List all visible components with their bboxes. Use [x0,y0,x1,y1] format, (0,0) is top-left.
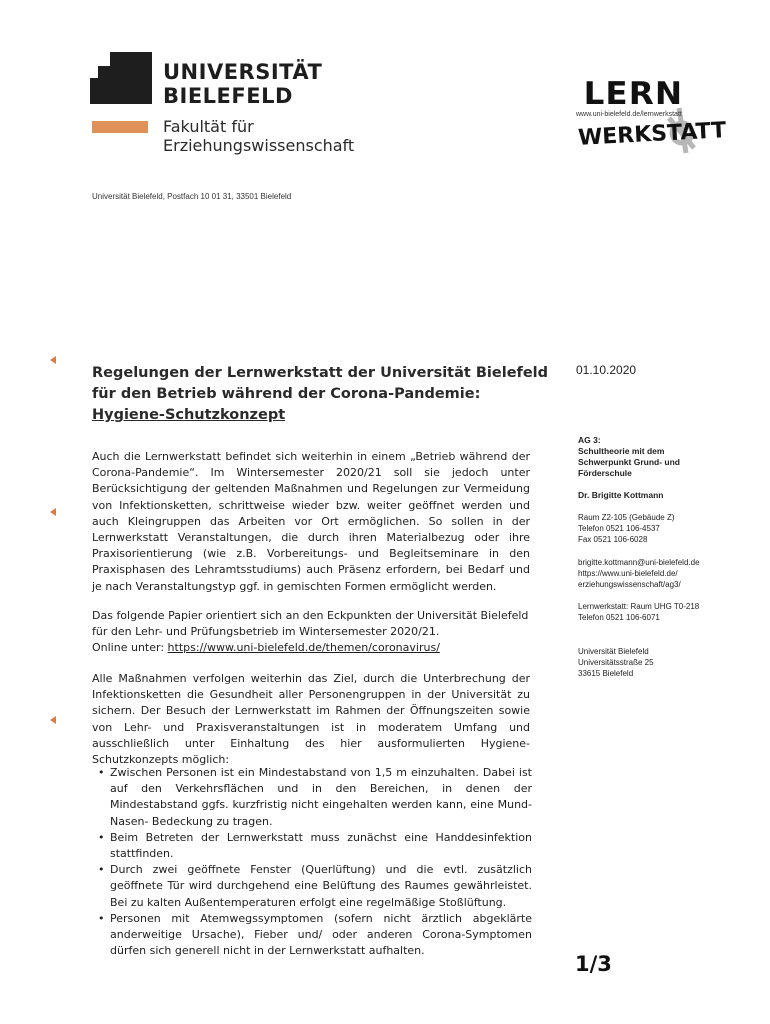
contact-web-line2[interactable]: erziehungswissenschaft/ag3/ [578,580,681,589]
ag-label: AG 3: [578,435,601,445]
faculty-name-line1: Fakultät für [163,117,254,136]
body-paragraph-intro: Auch die Lernwerkstatt befindet sich weiterhin in einem „Betrieb während der Corona-Pandemie“. Im Wintersemester 2020/21 soll sie jedoch unter Berücksichtigung der geltenden Maßnahmen und Regelungen zur Vermeidung von Infektionsketten, schrittweise wieder bzw. weiter geöffnet werden und auch Kleingruppen das Arbeiten vor Ort ermöglichen. So sollen in der Lernwerkstatt Veranstaltungen, die durch ihren Materialbezug oder ihre Praxisorientierung (wie z.B. Vorbereitungs- und Begleitseminare in den Praxisphasen des Lehramtsstudiums) auch Präsenz erfordern, bei Bedarf und je nach Veranstaltungstyp ggf. in gemischten Formen ermöglicht werden. [92,450,530,593]
contact-room: Raum Z2-105 (Gebäude Z) [578,513,675,522]
ag-name-line3: Förderschule [578,468,632,478]
ag-name-line2: Schwerpunkt Grund- und [578,457,680,467]
lernwerkstatt-logo-url: www.uni-bielefeld.de/lernwerkstatt [576,111,682,118]
contact-phone: Telefon 0521 106-4537 [578,524,660,533]
body-paragraph-goals: Alle Maßnahmen verfolgen weiterhin das Ziel, durch die Unterbrechung der Infektionsketten die Gesundheit aller Personengruppen in der Universität zu sichern. Der Besuch der Lernwerkstatt im Rahmen der Öffnungszeiten sowie von Lehr- und Praxisveranstaltungen ist in moderatem Umfang und ausschließlich unter Einhaltung des hier ausformulierten Hygiene-Schutzkonzepts möglich: [92,672,530,767]
lernwerkstatt-phone: Telefon 0521 106-6071 [578,613,660,622]
fold-mark-top [50,356,56,364]
list-item: • Personen mit Atemwegssymptomen (sofern nicht ärztlich abgeklärte anderweitige Ursache), Fieber und/ oder anderen Corona-Symptomen dürfen sich generell nicht in der Lernwerkstatt aufhalten. [92,911,532,960]
coronavirus-info-link[interactable]: https://www.uni-bielefeld.de/themen/coronavirus/ [167,641,440,655]
postal-address-line1: Universität Bielefeld [578,647,649,656]
lernwerkstatt-room: Lernwerkstatt: Raum UHG T0-218 [578,602,700,611]
hygiene-rules-list [92,765,532,959]
document-title-line3: Hygiene-Schutzkonzept [92,407,286,423]
document-title-line2: für den Betrieb während der Corona-Pandemie: [92,386,481,402]
list-item: • Durch zwei geöffnete Fenster (Querlüftung) und die evtl. zusätzlich geöffnete Tür wird durchgehend eine Belüftung des Raumes gewährleistet. Bei zu kalten Außentemperaturen erfolgt eine regelmäßige Stoßlüftung. [92,862,532,911]
list-item: • Beim Betreten der Lernwerkstatt muss zunächst eine Handdesinfektion stattfinden. [92,830,532,862]
list-item: • Zwischen Personen ist ein Mindestabstand von 1,5 m einzuhalten. Dabei ist auf den Verkehrsflächen und in den Bereichen, in denen der Mindestabstand ggfs. kurzfristig nicht eingehalten werden kann, eine Mund-Nasen- Bedeckung zu tragen. [92,765,532,830]
document-title-line1: Regelungen der Lernwerkstatt der Universität Bielefeld [92,365,549,381]
lernwerkstatt-logo-lern: LERN [583,76,684,112]
lernwerkstatt-logo-werkstatt: WERKSTATT [577,118,727,151]
university-name-line2: BIELEFELD [163,84,293,108]
ag-name-line1: Schultheorie mit dem [578,446,665,456]
fold-mark-middle [50,508,56,516]
page-number: 1/3 [575,952,612,976]
postal-address-line3: 33615 Bielefeld [578,669,634,678]
postal-address-line2: Universitätsstraße 25 [578,658,654,667]
university-logo-icon [90,52,152,104]
fold-mark-bottom [50,716,56,724]
body-paragraph-reference [92,608,530,657]
reference-text: Das folgende Papier orientiert sich an den Eckpunkten der Universität Bielefeld für den Lehr- und Prüfungsbetrieb im Wintersemester 2020/21. [92,609,529,639]
faculty-name-line2: Erziehungswissenschaft [163,136,355,155]
contact-email[interactable]: brigitte.kottmann@uni-bielefeld.de [578,558,700,567]
faculty-accent-bar [92,121,148,133]
online-prefix: Online unter: [92,641,168,655]
letter-date: 01.10.2020 [576,363,637,377]
contact-name: Dr. Brigitte Kottmann [578,490,664,500]
contact-web-line1[interactable]: https://www.uni-bielefeld.de/ [578,569,678,578]
sender-address-line: Universität Bielefeld, Postfach 10 01 31, 33501 Bielefeld [92,192,292,201]
contact-fax: Fax 0521 106-6028 [578,535,648,544]
university-name-line1: UNIVERSITÄT [163,60,323,84]
